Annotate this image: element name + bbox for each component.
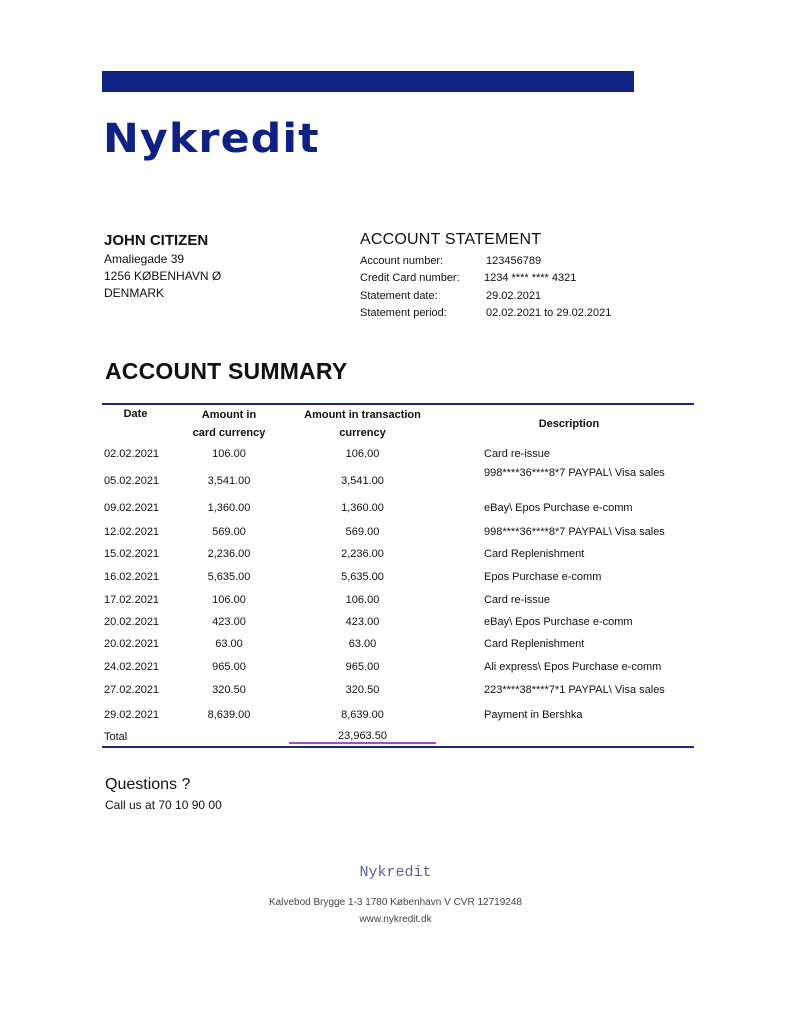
statement-field <box>360 270 611 288</box>
row-card-amount: 569.00 <box>212 525 246 538</box>
row-date: 17.02.2021 <box>104 593 160 606</box>
table-row <box>102 465 694 496</box>
header-description: Description <box>538 418 600 430</box>
total-amount: 23,963.50 <box>335 730 390 744</box>
table-row <box>102 610 694 633</box>
total-value <box>289 730 436 744</box>
field-label: Statement period: <box>360 307 447 320</box>
row-tx-amount: 1,360.00 <box>341 502 384 514</box>
row-tx-amount: 5,635.00 <box>341 571 384 583</box>
row-description: Ali express\ Epos Purchase e-comm <box>484 661 662 673</box>
row-card-amount: 5,635.00 <box>207 571 251 583</box>
field-label: Credit Card number: <box>360 272 460 285</box>
field-value: 02.02.2021 to 29.02.2021 <box>486 307 612 320</box>
row-tx-amount: 320.50 <box>345 684 380 696</box>
row-description: 223****38****7*1 PAYPAL\ Visa sales <box>484 684 665 696</box>
total-row <box>102 728 694 746</box>
row-date: 15.02.2021 <box>104 548 160 560</box>
row-description: 998****36****8*7 PAYPAL\ Visa sales <box>484 525 665 538</box>
row-date: 16.02.2021 <box>104 571 160 583</box>
row-card-amount: 106.00 <box>212 448 246 460</box>
row-date: 24.02.2021 <box>104 661 160 673</box>
table-row <box>102 589 694 610</box>
table-row <box>102 543 694 565</box>
row-tx-amount: 106.00 <box>345 593 380 606</box>
statement-field <box>360 287 611 305</box>
row-card-amount: 2,236.00 <box>207 548 251 560</box>
row-card-amount: 320.50 <box>212 684 246 696</box>
header-date: Date <box>123 408 148 420</box>
row-date: 29.02.2021 <box>104 708 160 721</box>
row-date: 20.02.2021 <box>104 638 160 650</box>
row-description: Payment in Bershka <box>484 708 583 721</box>
table-row <box>102 701 694 728</box>
header-card-amount <box>169 406 289 442</box>
transactions-table <box>102 403 694 748</box>
row-description: eBay\ Epos Purchase e-comm <box>484 502 633 514</box>
row-date: 05.02.2021 <box>104 474 160 487</box>
row-tx-amount: 3,541.00 <box>341 474 384 487</box>
row-description: Card Replenishment <box>484 638 585 650</box>
row-tx-amount: 965.00 <box>345 661 380 673</box>
row-description: Card re-issue <box>484 448 551 460</box>
header-line: Amount in <box>201 409 257 421</box>
brand-logo: Nykredit <box>103 116 320 162</box>
statement-field <box>360 305 611 323</box>
footer-website[interactable]: www.nykredit.dk <box>359 914 432 925</box>
table-row <box>102 443 694 465</box>
row-description: 998****36****8*7 PAYPAL\ Visa sales <box>484 467 665 479</box>
row-date: 27.02.2021 <box>104 684 160 696</box>
row-card-amount: 106.00 <box>212 593 246 606</box>
address-line: Amaliegade 39 <box>104 252 185 266</box>
header-line: currency <box>339 427 386 439</box>
header-line: Amount in transaction <box>304 409 421 421</box>
table-bottom-rule <box>102 746 694 748</box>
row-tx-amount: 8,639.00 <box>341 708 384 721</box>
table-header <box>102 405 694 443</box>
table-row <box>102 679 694 701</box>
row-card-amount: 423.00 <box>212 615 246 628</box>
field-label: Account number: <box>360 254 444 267</box>
row-description: Card Replenishment <box>484 548 585 560</box>
table-row <box>102 496 694 520</box>
row-tx-amount: 106.00 <box>345 448 380 460</box>
statement-title: ACCOUNT STATEMENT <box>360 231 542 248</box>
call-us-text: Call us at 70 10 90 00 <box>105 798 222 812</box>
summary-title: ACCOUNT SUMMARY <box>105 358 348 384</box>
row-card-amount: 1,360.00 <box>207 502 251 514</box>
field-value: 1234 **** **** 4321 <box>484 272 577 285</box>
footer-address: Kalvebod Brygge 1-3 1780 København V CVR 12719248 <box>269 897 522 908</box>
table-row <box>102 520 694 543</box>
customer-address <box>104 232 221 302</box>
header-line: card currency <box>192 427 266 439</box>
row-card-amount: 965.00 <box>212 661 246 673</box>
row-card-amount: 8,639.00 <box>207 708 251 721</box>
table-row <box>102 655 694 679</box>
row-tx-amount: 2,236.00 <box>341 548 384 560</box>
row-date: 20.02.2021 <box>104 615 160 628</box>
row-description: Epos Purchase e-comm <box>484 571 602 583</box>
row-date: 02.02.2021 <box>104 448 160 460</box>
row-date: 12.02.2021 <box>104 525 160 538</box>
address-line: DENMARK <box>104 286 165 300</box>
statement-field <box>360 252 611 270</box>
row-description: Card re-issue <box>484 593 551 606</box>
header-bar <box>102 71 634 92</box>
customer-name: JOHN CITIZEN <box>104 232 209 249</box>
address-line: 1256 KØBENHAVN Ø <box>104 269 222 283</box>
field-label: Statement date: <box>360 289 438 302</box>
row-tx-amount: 63.00 <box>348 638 377 650</box>
statement-info <box>360 231 611 322</box>
row-card-amount: 63.00 <box>215 638 243 650</box>
footer-brand: Nykredit <box>359 864 432 881</box>
table-body <box>102 443 694 728</box>
row-card-amount: 3,541.00 <box>207 474 251 487</box>
header-tx-amount <box>289 406 436 442</box>
field-value: 29.02.2021 <box>486 289 542 302</box>
table-row <box>102 633 694 655</box>
row-date: 09.02.2021 <box>104 502 160 514</box>
row-description: eBay\ Epos Purchase e-comm <box>484 615 633 628</box>
row-tx-amount: 569.00 <box>345 525 380 538</box>
questions-heading: Questions ? <box>105 776 191 793</box>
field-value: 123456789 <box>486 254 542 267</box>
row-tx-amount: 423.00 <box>345 615 380 628</box>
total-label: Total <box>104 731 128 743</box>
table-row <box>102 565 694 589</box>
